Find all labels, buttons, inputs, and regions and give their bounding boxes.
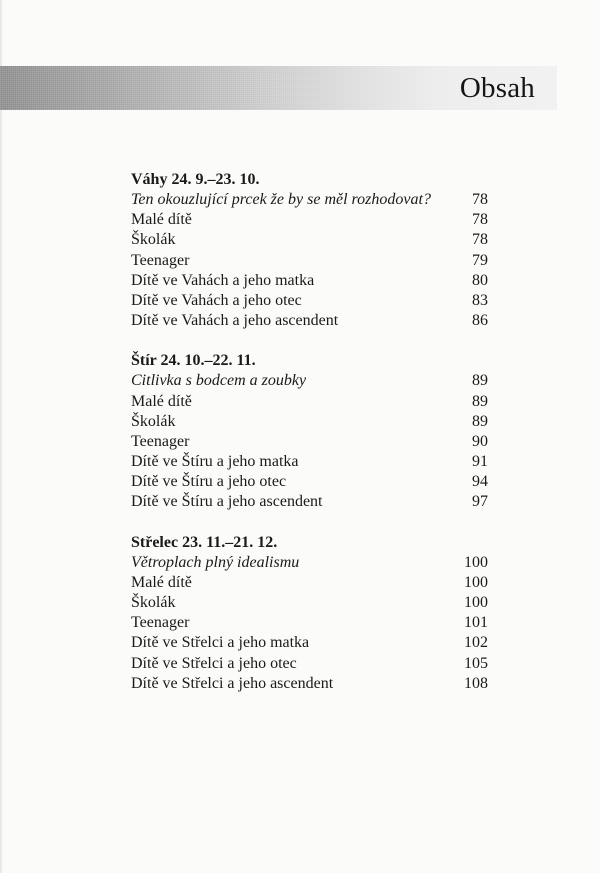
toc-entry-page: 90 <box>472 432 488 450</box>
toc-entry-page: 78 <box>472 211 488 229</box>
toc-entry-page: 105 <box>464 654 488 672</box>
toc-entry <box>131 392 488 412</box>
toc-entry <box>131 271 488 291</box>
toc-entry-page: 89 <box>472 372 488 390</box>
toc-entry-page: 91 <box>472 453 488 471</box>
toc-entry <box>131 210 488 230</box>
toc-entry-page: 101 <box>464 614 488 632</box>
toc-entry-page: 79 <box>472 251 488 269</box>
toc-entry <box>131 613 488 633</box>
toc-entry-page: 108 <box>464 674 488 692</box>
toc-entry-label: Dítě ve Střelci a jeho ascendent <box>131 674 334 692</box>
toc-entry <box>131 553 488 573</box>
toc-entry <box>131 412 488 432</box>
toc-section-vahy <box>131 170 488 331</box>
toc-entry-label: Teenager <box>131 614 190 632</box>
toc-entry-page: 97 <box>472 493 488 511</box>
section-heading: Štír 24. 10.–22. 11. <box>131 352 256 370</box>
toc-entry-label: Ten okouzlující prcek že by se měl rozhodovat? <box>131 191 431 208</box>
toc-entry <box>131 230 488 250</box>
toc-entry-page: 100 <box>464 594 488 611</box>
toc-entry-label: Dítě ve Štíru a jeho ascendent <box>131 493 323 511</box>
toc-entry-page: 86 <box>472 312 488 330</box>
toc-entry <box>131 472 488 492</box>
toc-entry-page: 89 <box>472 412 488 430</box>
toc-entry-label: Teenager <box>131 251 190 269</box>
toc-entry-page: 89 <box>472 392 488 410</box>
toc-entry <box>131 573 488 593</box>
header-band <box>0 66 557 110</box>
toc-entry <box>131 633 488 653</box>
toc-entry-label: Školák <box>131 594 176 611</box>
toc-entry <box>131 291 488 311</box>
toc-entry <box>131 311 488 331</box>
toc-entry <box>131 492 488 512</box>
toc-entry <box>131 593 488 613</box>
toc-entry <box>131 654 488 674</box>
toc-entry-label: Teenager <box>131 432 190 450</box>
toc-entry-page: 94 <box>472 473 488 491</box>
toc-entry-page: 83 <box>472 291 488 309</box>
toc-entry-page: 78 <box>472 191 488 208</box>
toc-entry-page: 100 <box>464 573 488 591</box>
toc-entry <box>131 251 488 271</box>
page-edge <box>0 0 3 873</box>
toc-section-stir <box>131 351 488 512</box>
toc-entry-label: Malé dítě <box>131 573 192 591</box>
toc-entry-label: Školák <box>131 412 176 430</box>
toc-section-strelec <box>131 533 488 694</box>
toc-entry-label: Dítě ve Vahách a jeho matka <box>131 271 315 289</box>
section-heading: Střelec 23. 11.–21. 12. <box>131 533 278 551</box>
toc-entry <box>131 371 488 391</box>
toc-entry <box>131 452 488 472</box>
table-of-contents <box>131 170 488 694</box>
toc-entry-label: Dítě ve Štíru a jeho matka <box>131 453 299 471</box>
toc-entry <box>131 190 488 210</box>
toc-entry-page: 80 <box>472 271 488 289</box>
toc-entry-label: Školák <box>131 231 176 249</box>
toc-entry-page: 102 <box>464 634 488 652</box>
toc-entry <box>131 674 488 694</box>
toc-entry-label: Dítě ve Štíru a jeho otec <box>131 473 287 491</box>
toc-entry-label: Dítě ve Vahách a jeho ascendent <box>131 312 339 330</box>
toc-entry-label: Větroplach plný idealismu <box>131 553 300 571</box>
toc-entry-page: 78 <box>472 231 488 249</box>
toc-entry-page: 100 <box>464 553 488 571</box>
toc-entry-label: Dítě ve Střelci a jeho matka <box>131 634 310 652</box>
page-title: Obsah <box>459 72 535 104</box>
toc-entry-label: Malé dítě <box>131 211 192 229</box>
toc-entry <box>131 432 488 452</box>
toc-entry-label: Malé dítě <box>131 392 192 410</box>
toc-entry-label: Dítě ve Vahách a jeho otec <box>131 291 302 309</box>
section-heading: Váhy 24. 9.–23. 10. <box>131 171 260 188</box>
toc-entry-label: Citlivka s bodcem a zoubky <box>131 372 307 390</box>
toc-entry-label: Dítě ve Střelci a jeho otec <box>131 654 297 672</box>
